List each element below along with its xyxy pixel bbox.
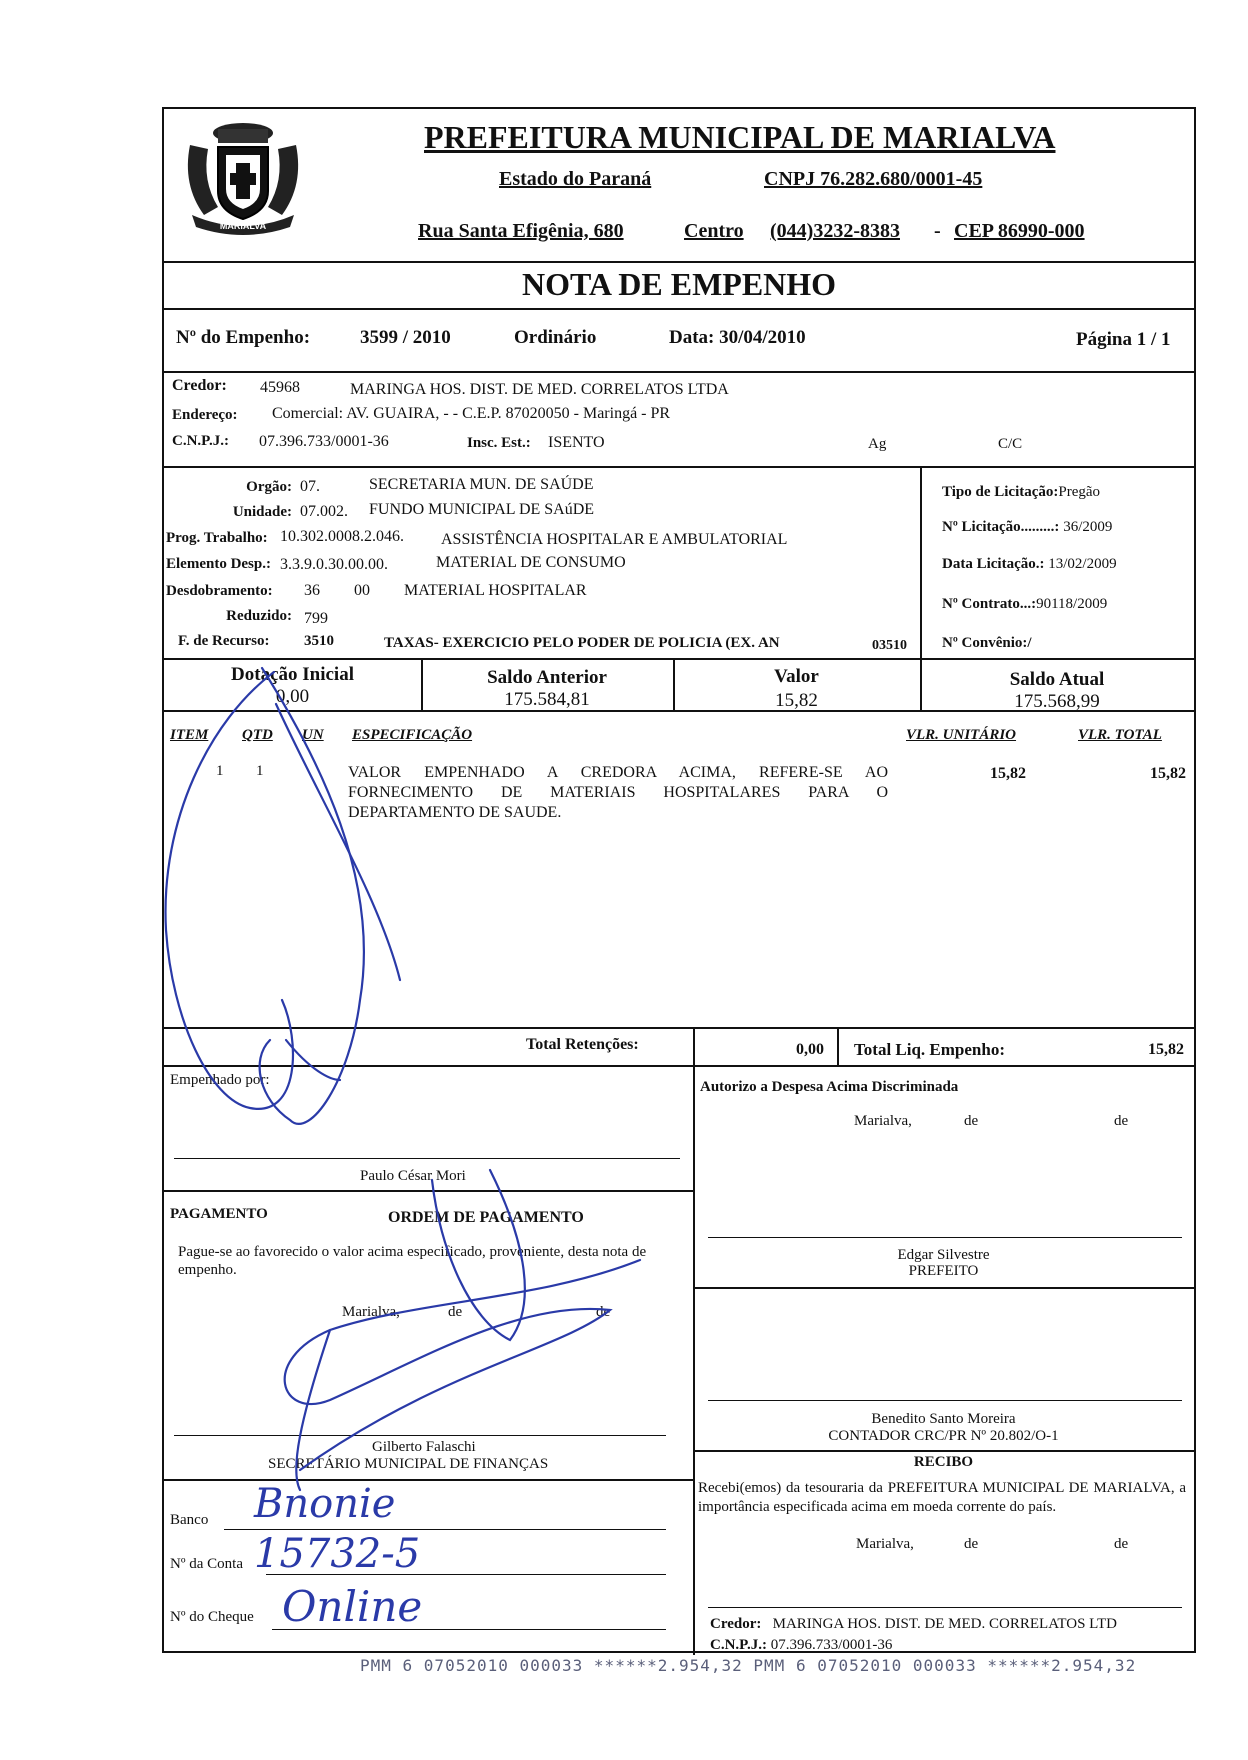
- divider: [164, 466, 1194, 468]
- valor-value: 15,82: [775, 690, 818, 711]
- credor-code: 45968: [260, 379, 300, 396]
- empenhado-signer: Paulo César Mori: [360, 1168, 466, 1184]
- desdobramento-sub: 00: [354, 582, 370, 599]
- reduzido-label: Reduzido:: [226, 608, 292, 624]
- cashier-stamp: PMM 6 07052010 000033 ******2.954,32 PMM 6 07052010 000033 ******2.954,32: [360, 1656, 1137, 1675]
- item-number: 1: [216, 763, 224, 779]
- ordem-pagamento-label: ORDEM DE PAGAMENTO: [388, 1209, 584, 1226]
- item-total-value: 15,82: [1150, 765, 1186, 782]
- empenho-number-label: Nº do Empenho:: [176, 327, 311, 348]
- autorizo-de-1: de: [964, 1113, 979, 1129]
- licitacao-data: Data Licitação.: 13/02/2009: [942, 556, 1117, 572]
- divider: [693, 1065, 695, 1655]
- secretario-role: SECRETÁRIO MUNICIPAL DE FINANÇAS: [268, 1456, 549, 1472]
- contador-role: CONTADOR CRC/PR Nº 20.802/O-1: [828, 1428, 1059, 1444]
- pagamento-de-1: de: [448, 1304, 463, 1320]
- svg-text:MARIALVA: MARIALVA: [219, 221, 267, 231]
- col-vlr-unitario: VLR. UNITÁRIO: [906, 727, 1017, 743]
- divider: [693, 1027, 695, 1065]
- header-dash: -: [934, 220, 941, 242]
- prog-name: ASSISTÊNCIA HOSPITALAR E AMBULATORIAL: [441, 531, 788, 548]
- orgao-name: SECRETARIA MUN. DE SAÚDE: [369, 476, 594, 493]
- divider: [164, 1479, 693, 1481]
- conta-handwritten: 15732-5: [254, 1531, 421, 1577]
- secretario-signer: Gilberto Falaschi: [372, 1439, 476, 1455]
- signature-line: [708, 1607, 1182, 1608]
- licitacao-numero: Nº Licitação.........: 36/2009: [942, 519, 1113, 535]
- divider: [693, 1450, 1194, 1452]
- prefeito-signer: Edgar Silvestre: [897, 1247, 990, 1263]
- item-specification: VALOR EMPENHADO A CREDORA ACIMA, REFERE-SE AO FORNECIMENTO DE MATERIAIS HOSPITALARES PARA O DEPARTAMENTO DE SAUDE.: [348, 764, 888, 821]
- banco-label: Banco: [170, 1512, 209, 1528]
- state-label: Estado do Paraná: [499, 168, 652, 190]
- col-vlr-total: VLR. TOTAL: [1078, 727, 1162, 743]
- ag-label: Ag: [868, 436, 887, 452]
- contrato-numero: Nº Contrato...:90118/2009: [942, 596, 1108, 612]
- district-label: Centro: [684, 220, 744, 242]
- credor-name: MARINGA HOS. DIST. DE MED. CORRELATOS LTDA: [350, 381, 729, 398]
- empenho-type: Ordinário: [514, 327, 597, 348]
- divider: [164, 261, 1194, 263]
- item-qty: 1: [256, 763, 264, 779]
- recurso-label: F. de Recurso:: [178, 633, 270, 649]
- autorizo-label: Autorizo a Despesa Acima Discriminada: [700, 1079, 959, 1095]
- pagamento-place: Marialva,: [342, 1304, 400, 1320]
- signature-line: [174, 1158, 680, 1159]
- reduzido-code: 799: [304, 610, 328, 627]
- liq-empenho-label: Total Liq. Empenho:: [854, 1040, 1005, 1059]
- empenho-date: Data: 30/04/2010: [669, 327, 806, 348]
- valor-label: Valor: [774, 666, 819, 687]
- pagamento-label: PAGAMENTO: [170, 1206, 268, 1222]
- prog-code: 10.302.0008.2.046.: [280, 528, 404, 545]
- divider: [164, 658, 1194, 660]
- prog-label: Prog. Trabalho:: [166, 530, 268, 546]
- cheque-label: Nº do Cheque: [170, 1609, 254, 1625]
- divider: [164, 308, 1194, 310]
- recibo-place: Marialva,: [856, 1536, 914, 1552]
- unidade-name: FUNDO MUNICIPAL DE SAúDE: [369, 501, 595, 518]
- phone-label: (044)3232-8383: [770, 220, 900, 242]
- retencoes-label: Total Retenções:: [526, 1036, 639, 1053]
- divider: [164, 371, 1194, 373]
- autorizo-place: Marialva,: [854, 1113, 912, 1129]
- empenho-number: 3599 / 2010: [360, 327, 451, 348]
- divider: [837, 1027, 839, 1065]
- recurso-name: TAXAS- EXERCICIO PELO PODER DE POLICIA (EX. AN: [384, 635, 780, 651]
- recibo-de-1: de: [964, 1536, 979, 1552]
- saldo-anterior-label: Saldo Anterior: [487, 667, 607, 688]
- unidade-code: 07.002.: [300, 503, 348, 520]
- desdobramento-code: 36: [304, 582, 320, 599]
- item-unit-value: 15,82: [990, 765, 1026, 782]
- dotacao-label: Dotação Inicial: [231, 664, 354, 685]
- banco-handwritten: Bnonie: [254, 1481, 396, 1527]
- licitacao-tipo: Tipo de Licitação:Pregão: [942, 484, 1101, 500]
- recurso-code-2: 03510: [872, 638, 907, 653]
- cnpj-label: CNPJ 76.282.680/0001-45: [764, 168, 983, 190]
- divider: [164, 710, 1194, 712]
- desdobramento-label: Desdobramento:: [166, 583, 273, 599]
- recibo-de-2: de: [1114, 1536, 1129, 1552]
- nota-de-empenho-form: [162, 107, 1196, 1653]
- contador-signer: Benedito Santo Moreira: [871, 1411, 1016, 1427]
- banco-line: [224, 1529, 666, 1530]
- col-item: ITEM: [170, 727, 209, 743]
- document-title: NOTA DE EMPENHO: [521, 266, 837, 302]
- signature-line: [174, 1435, 666, 1436]
- insc-label: Insc. Est.:: [467, 435, 531, 451]
- credor-cnpj: 07.396.733/0001-36: [259, 433, 389, 450]
- divider: [693, 1287, 1194, 1289]
- recibo-cnpj: C.N.P.J.: 07.396.733/0001-36: [710, 1637, 893, 1653]
- col-un: UN: [302, 727, 324, 743]
- recurso-code: 3510: [304, 633, 334, 649]
- recibo-title: RECIBO: [913, 1454, 974, 1470]
- elemento-label: Elemento Desp.:: [166, 556, 271, 572]
- saldo-atual-value: 175.568,99: [1014, 691, 1100, 712]
- credor-address-label: Endereço:: [172, 407, 238, 423]
- autorizo-de-2: de: [1114, 1113, 1129, 1129]
- orgao-label: Orgão:: [246, 479, 292, 495]
- prefeito-role: PREFEITO: [908, 1263, 979, 1279]
- page-number: Página 1 / 1: [1076, 329, 1171, 350]
- liq-empenho-value: 15,82: [1148, 1041, 1184, 1058]
- credor-cnpj-label: C.N.P.J.:: [172, 433, 229, 449]
- conta-label: Nº da Conta: [170, 1556, 243, 1572]
- desdobramento-name: MATERIAL HOSPITALAR: [404, 582, 587, 599]
- divider: [164, 1065, 1194, 1067]
- divider: [164, 1027, 1194, 1029]
- credor-label: Credor:: [172, 377, 227, 394]
- col-especificacao: ESPECIFICAÇÃO: [352, 727, 473, 743]
- divider: [164, 1190, 693, 1192]
- dotacao-value: 0,00: [275, 686, 310, 707]
- credor-address: Comercial: AV. GUAIRA, - - C.E.P. 87020050 - Maringá - PR: [272, 405, 671, 422]
- municipal-crest-icon: [178, 115, 308, 237]
- elemento-name: MATERIAL DE CONSUMO: [436, 554, 626, 571]
- address-label: Rua Santa Efigênia, 680: [418, 220, 624, 242]
- saldo-anterior-value: 175.584,81: [504, 689, 590, 710]
- pagamento-text: Pague-se ao favorecido o valor acima especificado, proveniente, desta nota de empenho.: [178, 1244, 647, 1278]
- elemento-code: 3.3.9.0.30.00.00.: [280, 556, 388, 573]
- cheque-handwritten: Online: [282, 1582, 423, 1631]
- insc-value: ISENTO: [548, 434, 605, 451]
- cc-label: C/C: [998, 436, 1023, 452]
- recibo-credor: Credor: MARINGA HOS. DIST. DE MED. CORRELATOS LTD: [710, 1616, 1117, 1632]
- municipality-title: PREFEITURA MUNICIPAL DE MARIALVA: [424, 119, 1056, 155]
- cep-label: CEP 86990-000: [954, 220, 1085, 242]
- orgao-code: 07.: [300, 478, 320, 495]
- divider: [920, 466, 922, 659]
- signature-line: [708, 1237, 1182, 1238]
- col-qtd: QTD: [242, 727, 273, 743]
- recibo-text: Recebi(emos) da tesouraria da PREFEITURA MUNICIPAL DE MARIALVA, a importância especificada acima em moeda corrente do país.: [698, 1480, 1186, 1515]
- convenio-label: Nº Convênio:/: [942, 635, 1032, 651]
- retencoes-value: 0,00: [796, 1041, 824, 1058]
- signature-line: [708, 1400, 1182, 1401]
- saldo-atual-label: Saldo Atual: [1009, 669, 1105, 690]
- pagamento-de-2: de: [596, 1304, 611, 1320]
- empenhado-por-label: Empenhado por:: [170, 1072, 270, 1088]
- unidade-label: Unidade:: [232, 504, 292, 520]
